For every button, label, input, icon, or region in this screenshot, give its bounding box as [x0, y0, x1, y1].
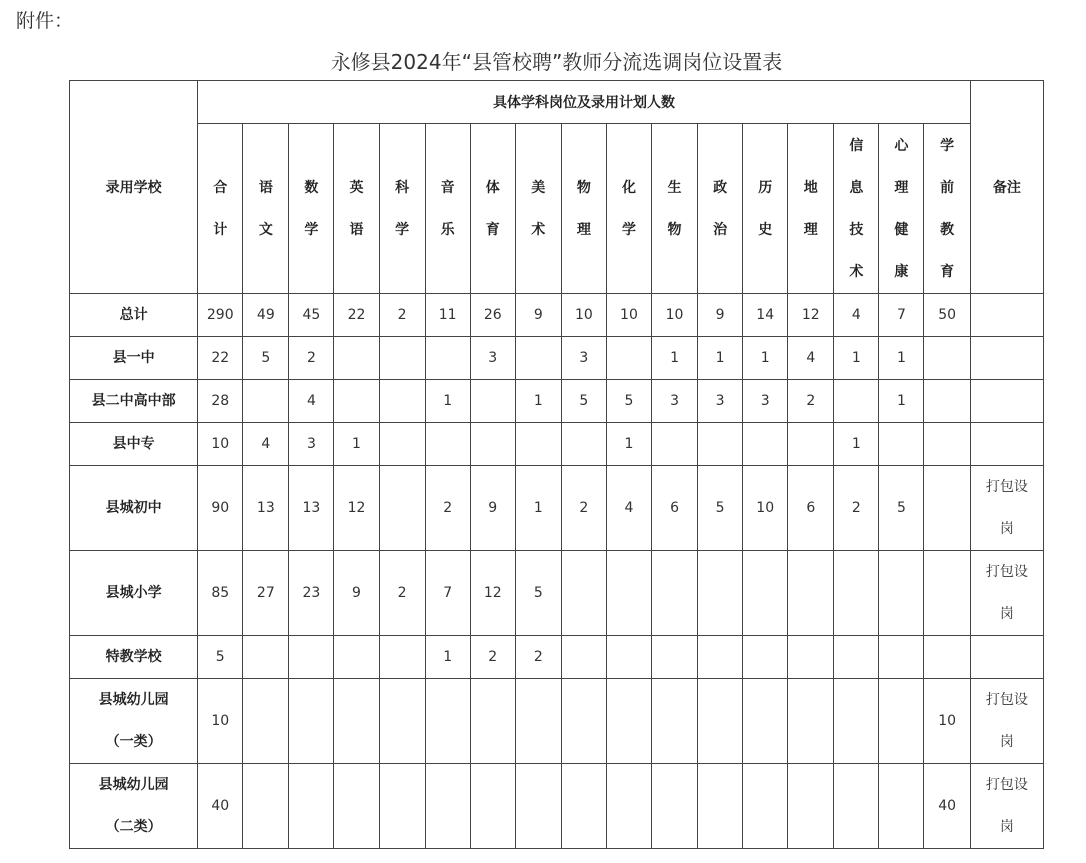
- quota-cell: [515, 423, 561, 466]
- quota-cell: [698, 423, 743, 466]
- quota-cell: 12: [470, 551, 515, 636]
- quota-cell: [243, 764, 289, 849]
- school-name-line: 县中专: [112, 436, 155, 452]
- school-name-cell: [70, 380, 198, 423]
- page-title: 永修县2024年“县管校聘”教师分流选调岗位设置表: [330, 50, 783, 74]
- quota-cell: 5: [698, 466, 743, 551]
- quota-cell: [289, 679, 334, 764]
- table-row: [70, 466, 1044, 551]
- school-name-line: 县城幼儿园: [98, 692, 169, 708]
- quota-cell: [334, 679, 379, 764]
- remark-line: 打包设: [985, 479, 1028, 495]
- remark-cell: [970, 764, 1043, 849]
- quota-cell: [379, 423, 425, 466]
- subject-header-char: 信: [849, 137, 864, 154]
- quota-cell: [470, 679, 515, 764]
- quota-cell: [743, 636, 788, 679]
- quota-cell: [652, 679, 698, 764]
- subject-header-cell: [561, 124, 606, 294]
- quota-cell: 1: [425, 636, 470, 679]
- quota-cell: [606, 337, 651, 380]
- quota-cell: 13: [243, 466, 289, 551]
- school-name-line: 县一中: [112, 350, 155, 366]
- quota-cell: 7: [425, 551, 470, 636]
- school-name-line: 县城幼儿园: [98, 777, 169, 793]
- quota-cell: 4: [289, 380, 334, 423]
- attachment-label: 附件：: [16, 10, 74, 32]
- school-name-cell: [70, 764, 198, 849]
- quota-cell: 5: [606, 380, 651, 423]
- quota-cell: 2: [470, 636, 515, 679]
- subject-header-char: 学: [304, 221, 319, 238]
- quota-cell: 50: [924, 294, 970, 337]
- quota-cell: [879, 764, 924, 849]
- quota-cell: 1: [425, 380, 470, 423]
- quota-cell: [515, 679, 561, 764]
- quota-cell: 10: [198, 679, 243, 764]
- quota-cell: [470, 423, 515, 466]
- school-name-line: 县城初中: [105, 500, 162, 516]
- table-body: [70, 294, 1044, 849]
- quota-cell: 3: [743, 380, 788, 423]
- quota-cell: [924, 466, 970, 551]
- quota-cell: 3: [652, 380, 698, 423]
- quota-cell: 4: [834, 294, 879, 337]
- quota-cell: [425, 423, 470, 466]
- quota-cell: 1: [834, 337, 879, 380]
- quota-cell: 4: [606, 466, 651, 551]
- remark-cell: [970, 679, 1043, 764]
- subject-header-char: 史: [758, 221, 773, 238]
- remark-cell: [970, 551, 1043, 636]
- quota-cell: [561, 679, 606, 764]
- quota-cell: 3: [698, 380, 743, 423]
- quota-cell: 7: [879, 294, 924, 337]
- subject-header-char: 政: [713, 179, 728, 196]
- quota-cell: [334, 636, 379, 679]
- quota-cell: 23: [289, 551, 334, 636]
- subject-header-char: 英: [349, 179, 364, 196]
- quota-cell: [379, 466, 425, 551]
- subject-header-char: 教: [940, 221, 955, 238]
- subject-header-char: 合: [213, 179, 228, 196]
- quota-cell: 1: [879, 337, 924, 380]
- subject-header-char: 理: [894, 179, 909, 196]
- quota-cell: 45: [289, 294, 334, 337]
- quota-cell: 3: [289, 423, 334, 466]
- quota-cell: [698, 636, 743, 679]
- quota-cell: 1: [606, 423, 651, 466]
- quota-cell: [834, 764, 879, 849]
- subject-header-char: 历: [758, 179, 773, 196]
- quota-cell: 9: [470, 466, 515, 551]
- quota-cell: 4: [243, 423, 289, 466]
- quota-cell: [515, 337, 561, 380]
- subject-header-char: 乐: [440, 221, 455, 238]
- school-name-line: 总计: [119, 307, 148, 323]
- table-row: [70, 380, 1044, 423]
- quota-cell: [425, 764, 470, 849]
- subject-header-cell: [652, 124, 698, 294]
- quota-cell: [698, 764, 743, 849]
- quota-cell: [788, 764, 834, 849]
- quota-cell: 26: [470, 294, 515, 337]
- quota-cell: [743, 423, 788, 466]
- quota-cell: 12: [788, 294, 834, 337]
- quota-cell: [606, 551, 651, 636]
- quota-cell: [698, 679, 743, 764]
- table-row: [70, 337, 1044, 380]
- quota-cell: [289, 764, 334, 849]
- table-row: [70, 294, 1044, 337]
- quota-cell: [470, 764, 515, 849]
- quota-cell: 6: [788, 466, 834, 551]
- quota-cell: [425, 679, 470, 764]
- quota-cell: [379, 337, 425, 380]
- quota-cell: 2: [425, 466, 470, 551]
- subject-header-char: 体: [485, 179, 500, 196]
- subject-header-char: 理: [576, 221, 591, 238]
- quota-cell: 90: [198, 466, 243, 551]
- subject-header-char: 学: [940, 137, 955, 154]
- quota-cell: [606, 764, 651, 849]
- table-row: [70, 679, 1044, 764]
- quota-cell: 3: [470, 337, 515, 380]
- quota-cell: [834, 551, 879, 636]
- quota-cell: [652, 636, 698, 679]
- quota-cell: 2: [561, 466, 606, 551]
- subject-header-cell: [425, 124, 470, 294]
- quota-cell: 85: [198, 551, 243, 636]
- quota-cell: 1: [652, 337, 698, 380]
- subject-header-char: 学: [621, 221, 636, 238]
- subject-header-cell: [879, 124, 924, 294]
- quota-cell: 5: [561, 380, 606, 423]
- school-name-cell: [70, 337, 198, 380]
- quota-cell: [788, 551, 834, 636]
- quota-cell: [924, 551, 970, 636]
- quota-cell: [879, 679, 924, 764]
- subject-header-char: 育: [940, 263, 955, 280]
- quota-cell: [788, 679, 834, 764]
- school-name-cell: [70, 551, 198, 636]
- subject-header-char: 术: [531, 221, 546, 238]
- quota-cell: [561, 636, 606, 679]
- remark-column-header: 备注: [970, 81, 1043, 294]
- quota-cell: 28: [198, 380, 243, 423]
- quota-cell: 5: [198, 636, 243, 679]
- quota-cell: 9: [334, 551, 379, 636]
- quota-cell: [243, 380, 289, 423]
- quota-cell: 2: [834, 466, 879, 551]
- subject-header-char: 化: [621, 179, 636, 196]
- quota-cell: [243, 636, 289, 679]
- subject-header-cell: [243, 124, 289, 294]
- subject-header-row: [70, 124, 1044, 294]
- table-row: [70, 764, 1044, 849]
- subject-header-char: 息: [849, 179, 864, 196]
- remark-line: 打包设: [985, 564, 1028, 580]
- quota-cell: [379, 764, 425, 849]
- quota-cell: 10: [198, 423, 243, 466]
- subject-header-char: 技: [849, 221, 864, 238]
- subject-header-cell: [334, 124, 379, 294]
- quota-cell: [879, 636, 924, 679]
- school-name-cell: [70, 466, 198, 551]
- quota-cell: 14: [743, 294, 788, 337]
- quota-cell: 2: [515, 636, 561, 679]
- quota-cell: [334, 764, 379, 849]
- quota-cell: 10: [924, 679, 970, 764]
- table-row: [70, 551, 1044, 636]
- quota-cell: 40: [924, 764, 970, 849]
- school-name-line: （一类）: [105, 734, 162, 750]
- subject-header-char: 治: [713, 221, 728, 238]
- subject-header-char: 心: [894, 137, 909, 154]
- quota-cell: 22: [334, 294, 379, 337]
- quota-cell: [879, 423, 924, 466]
- school-name-cell: [70, 636, 198, 679]
- subject-header-char: 语: [349, 221, 364, 238]
- quota-cell: 1: [334, 423, 379, 466]
- quota-cell: 6: [652, 466, 698, 551]
- subject-header-char: 音: [440, 179, 455, 196]
- quota-cell: 4: [788, 337, 834, 380]
- quota-cell: [561, 764, 606, 849]
- quota-cell: [924, 636, 970, 679]
- subject-header-char: 健: [894, 221, 909, 238]
- quota-cell: 2: [379, 551, 425, 636]
- subject-header-cell: [289, 124, 334, 294]
- quota-cell: [652, 423, 698, 466]
- quota-cell: 5: [243, 337, 289, 380]
- quota-cell: [334, 380, 379, 423]
- subject-header-char: 物: [667, 221, 682, 238]
- subject-header-cell: [834, 124, 879, 294]
- quota-cell: [834, 636, 879, 679]
- quota-cell: [606, 636, 651, 679]
- subject-header-char: 学: [395, 221, 410, 238]
- subject-header-cell: [379, 124, 425, 294]
- school-name-line: 县二中高中部: [91, 393, 176, 409]
- quota-cell: [606, 679, 651, 764]
- quota-cell: 11: [425, 294, 470, 337]
- quota-cell: 1: [515, 466, 561, 551]
- quota-cell: 5: [515, 551, 561, 636]
- quota-cell: [743, 764, 788, 849]
- remark-cell: [970, 294, 1043, 337]
- quota-cell: 1: [698, 337, 743, 380]
- quota-cell: 10: [743, 466, 788, 551]
- subject-header-cell: [606, 124, 651, 294]
- quota-cell: [652, 551, 698, 636]
- school-name-line: 特教学校: [105, 649, 162, 665]
- remark-line: 岗: [999, 606, 1014, 622]
- subject-header-cell: [743, 124, 788, 294]
- school-column-header: 录用学校: [70, 81, 198, 294]
- table-row: [70, 636, 1044, 679]
- subject-header-char: 科: [395, 179, 410, 196]
- remark-cell: [970, 423, 1043, 466]
- quota-cell: 2: [788, 380, 834, 423]
- remark-line: 岗: [999, 521, 1014, 537]
- subject-header-char: 语: [258, 179, 273, 196]
- quota-cell: [834, 380, 879, 423]
- quota-cell: [470, 380, 515, 423]
- quota-cell: [788, 636, 834, 679]
- remark-cell: [970, 380, 1043, 423]
- school-name-cell: [70, 679, 198, 764]
- quota-cell: 13: [289, 466, 334, 551]
- quota-cell: 290: [198, 294, 243, 337]
- subject-header-char: 计: [213, 221, 228, 238]
- table-row: [70, 423, 1044, 466]
- school-name-cell: [70, 423, 198, 466]
- subject-header-char: 康: [894, 263, 909, 280]
- remark-line: 岗: [999, 734, 1014, 750]
- quota-cell: [379, 380, 425, 423]
- subject-header-char: 美: [531, 179, 546, 196]
- remark-line: 打包设: [985, 777, 1028, 793]
- subject-header-cell: [515, 124, 561, 294]
- quota-cell: [924, 423, 970, 466]
- quota-cell: [379, 636, 425, 679]
- subject-header-char: 数: [304, 179, 319, 196]
- position-plan-table: [69, 80, 1044, 849]
- subject-header-char: 地: [803, 179, 818, 196]
- remark-line: 岗: [999, 819, 1014, 835]
- subject-header-cell: [198, 124, 243, 294]
- quota-cell: 1: [743, 337, 788, 380]
- quota-cell: 27: [243, 551, 289, 636]
- quota-cell: 5: [879, 466, 924, 551]
- quota-cell: 3: [561, 337, 606, 380]
- quota-cell: [515, 764, 561, 849]
- quota-cell: 10: [561, 294, 606, 337]
- quota-cell: [334, 337, 379, 380]
- quota-cell: [698, 551, 743, 636]
- subject-header-cell: [470, 124, 515, 294]
- quota-cell: 1: [834, 423, 879, 466]
- quota-cell: 10: [606, 294, 651, 337]
- quota-cell: [879, 551, 924, 636]
- quota-cell: [834, 679, 879, 764]
- subject-group-header: 具体学科岗位及录用计划人数: [198, 81, 971, 124]
- quota-cell: [788, 423, 834, 466]
- quota-cell: 2: [379, 294, 425, 337]
- quota-cell: [561, 423, 606, 466]
- quota-cell: 9: [698, 294, 743, 337]
- quota-cell: [289, 636, 334, 679]
- remark-cell: [970, 337, 1043, 380]
- remark-line: 打包设: [985, 692, 1028, 708]
- quota-cell: [379, 679, 425, 764]
- quota-cell: [425, 337, 470, 380]
- school-name-cell: [70, 294, 198, 337]
- quota-cell: [743, 551, 788, 636]
- quota-cell: 2: [289, 337, 334, 380]
- school-name-line: 县城小学: [105, 585, 162, 601]
- quota-cell: 1: [879, 380, 924, 423]
- subject-header-char: 文: [258, 221, 273, 238]
- subject-header-char: 理: [803, 221, 818, 238]
- quota-cell: 10: [652, 294, 698, 337]
- quota-cell: [243, 679, 289, 764]
- remark-cell: [970, 466, 1043, 551]
- subject-header-char: 前: [940, 179, 955, 196]
- quota-cell: 1: [515, 380, 561, 423]
- quota-cell: 9: [515, 294, 561, 337]
- subject-header-char: 育: [485, 221, 500, 238]
- subject-header-char: 物: [576, 179, 591, 196]
- quota-cell: [924, 380, 970, 423]
- subject-header-cell: [924, 124, 970, 294]
- quota-cell: 12: [334, 466, 379, 551]
- quota-cell: 22: [198, 337, 243, 380]
- quota-cell: [652, 764, 698, 849]
- quota-cell: [561, 551, 606, 636]
- quota-cell: [743, 679, 788, 764]
- school-name-line: （二类）: [105, 819, 162, 835]
- quota-cell: [924, 337, 970, 380]
- subject-header-char: 术: [849, 263, 864, 280]
- remark-cell: [970, 636, 1043, 679]
- subject-header-char: 生: [667, 179, 682, 196]
- subject-header-cell: [788, 124, 834, 294]
- quota-cell: 49: [243, 294, 289, 337]
- quota-cell: 40: [198, 764, 243, 849]
- subject-header-cell: [698, 124, 743, 294]
